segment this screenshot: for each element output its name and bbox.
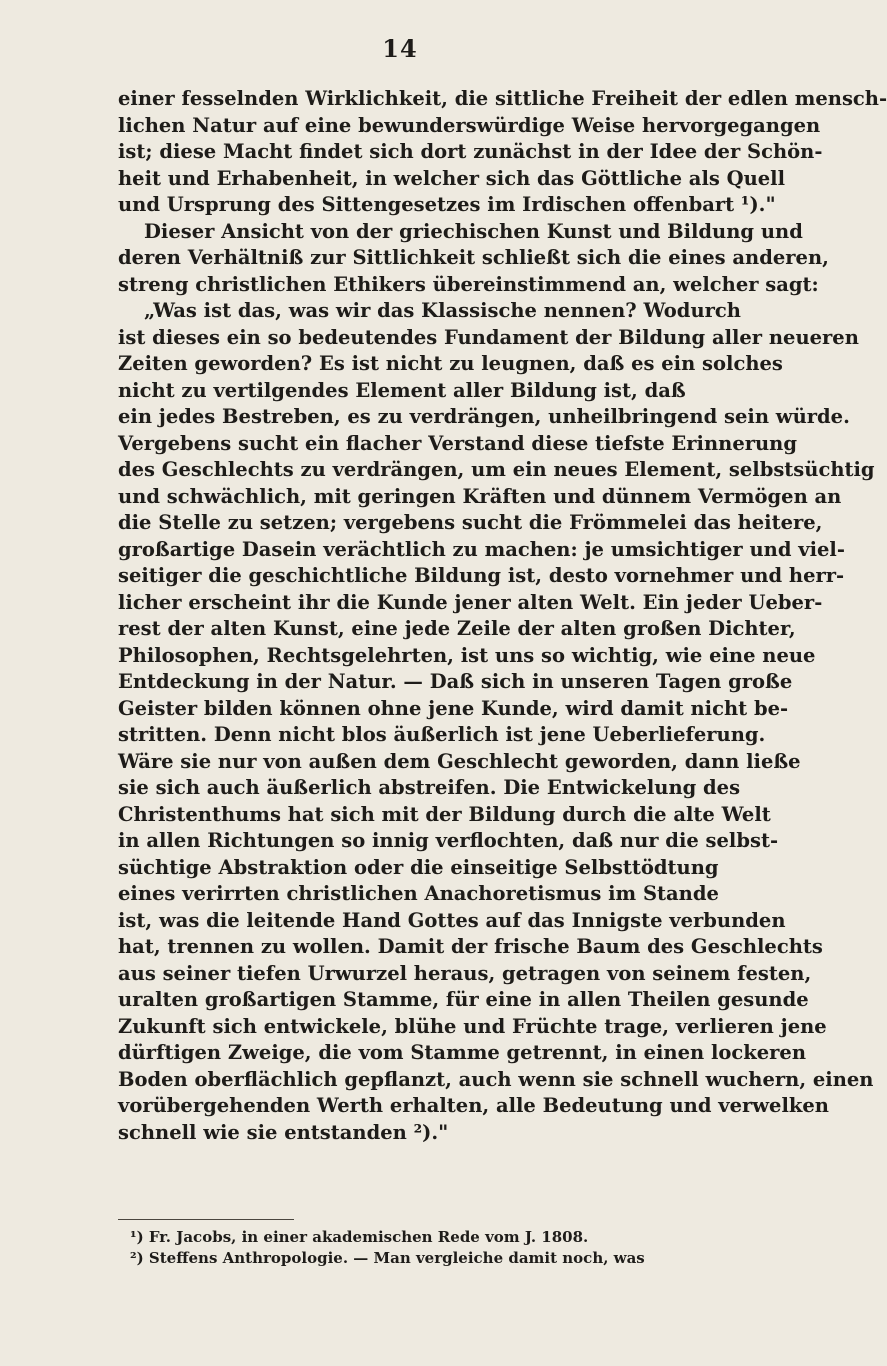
text-line: schnell wie sie entstanden ²)." <box>118 1120 449 1144</box>
text-line: in allen Richtungen so innig verflochten, daß nur die selbst- <box>118 829 779 852</box>
text-line: Geister bilden können ohne jene Kunde, wird damit nicht be- <box>118 696 789 720</box>
text-line: hat, trennen zu wollen. Damit der frische Baum des Geschlechts <box>118 935 823 958</box>
page-number: 14 <box>382 34 418 63</box>
text-line: „Was ist das, was wir das Klassische nennen? Wodurch <box>144 299 741 322</box>
text-line: dürftigen Zweige, die vom Stamme getrennt, in einen lockeren <box>118 1041 807 1064</box>
footnote: ²) Steffens Anthropologie. — Man vergleiche damit noch, was <box>130 1249 645 1267</box>
text-line: eines verirrten christlichen Anachoretismus im Stande <box>118 882 719 905</box>
text-line: licher erscheint ihr die Kunde jener alten Welt. Ein jeder Ueber- <box>118 590 823 614</box>
text-line: Entdeckung in der Natur. — Daß sich in unseren Tagen große <box>118 670 793 693</box>
text-line: seitiger die geschichtliche Bildung ist, desto vornehmer und herr- <box>118 564 845 587</box>
text-line: nicht zu vertilgendes Element aller Bildung ist, daß <box>118 378 686 402</box>
text-line: und schwächlich, mit geringen Kräften und dünnem Vermögen an <box>118 484 842 508</box>
text-line: heit und Erhabenheit, in welcher sich das Göttliche als Quell <box>118 166 785 190</box>
text-line: einer fesselnden Wirklichkeit, die sittliche Freiheit der edlen mensch- <box>118 87 887 110</box>
text-line: Wäre sie nur von außen dem Geschlecht geworden, dann ließe <box>118 749 801 773</box>
text-line: rest der alten Kunst, eine jede Zeile der alten großen Dichter, <box>118 617 796 640</box>
text-line: Philosophen, Rechtsgelehrten, ist uns so wichtig, wie eine neue <box>118 643 816 667</box>
text-line: Zukunft sich entwickele, blühe und Früchte trage, verlieren jene <box>118 1014 827 1038</box>
text-line: ist; diese Macht findet sich dort zunächst in der Idee der Schön- <box>118 140 823 163</box>
text-line: Christenthums hat sich mit der Bildung durch die alte Welt <box>118 802 771 826</box>
text-line: aus seiner tiefen Urwurzel heraus, getragen von seinem festen, <box>118 961 812 985</box>
text-line: vorübergehenden Werth erhalten, alle Bedeutung und verwelken <box>118 1094 829 1117</box>
footnote: ¹) Fr. Jacobs, in einer akademischen Rede vom J. 1808. <box>130 1228 589 1246</box>
text-line: die Stelle zu setzen; vergebens sucht die Frömmelei das heitere, <box>118 511 823 534</box>
text-line: deren Verhältniß zur Sittlichkeit schließt sich die eines anderen, <box>118 246 829 269</box>
body-text <box>118 86 887 1146</box>
footnotes <box>130 1227 675 1269</box>
text-line: süchtige Abstraktion oder die einseitige Selbsttödtung <box>118 855 719 879</box>
text-line: Vergebens sucht ein flacher Verstand diese tiefste Erinnerung <box>118 431 797 455</box>
text-line: Boden oberflächlich gepflanzt, auch wenn sie schnell wuchern, einen <box>118 1067 874 1091</box>
text-line: uralten großartigen Stamme, für eine in allen Theilen gesunde <box>118 988 809 1011</box>
text-line: stritten. Denn nicht blos äußerlich ist jene Ueberlieferung. <box>118 723 766 746</box>
text-line: großartige Dasein verächtlich zu machen: je umsichtiger und viel- <box>118 537 845 561</box>
text-line: des Geschlechts zu verdrängen, um ein neues Element, selbstsüchtig <box>118 458 875 481</box>
text-line: lichen Natur auf eine bewunderswürdige Weise hervorgegangen <box>118 113 821 137</box>
text-line: Zeiten geworden? Es ist nicht zu leugnen, daß es ein solches <box>118 352 783 375</box>
text-line: und Ursprung des Sittengesetzes im Irdischen offenbart ¹)." <box>118 193 776 216</box>
text-line: streng christlichen Ethikers übereinstimmend an, welcher sagt: <box>118 272 819 296</box>
text-line: Dieser Ansicht von der griechischen Kunst und Bildung und <box>144 219 803 243</box>
text-line: ist, was die leitende Hand Gottes auf das Innigste verbunden <box>118 908 786 932</box>
text-line: ist dieses ein so bedeutendes Fundament der Bildung aller neueren <box>118 325 859 349</box>
text-line: ein jedes Bestreben, es zu verdrängen, unheilbringend sein würde. <box>118 405 850 428</box>
text-line: sie sich auch äußerlich abstreifen. Die Entwickelung des <box>118 776 741 799</box>
footnote-divider <box>118 1219 294 1220</box>
